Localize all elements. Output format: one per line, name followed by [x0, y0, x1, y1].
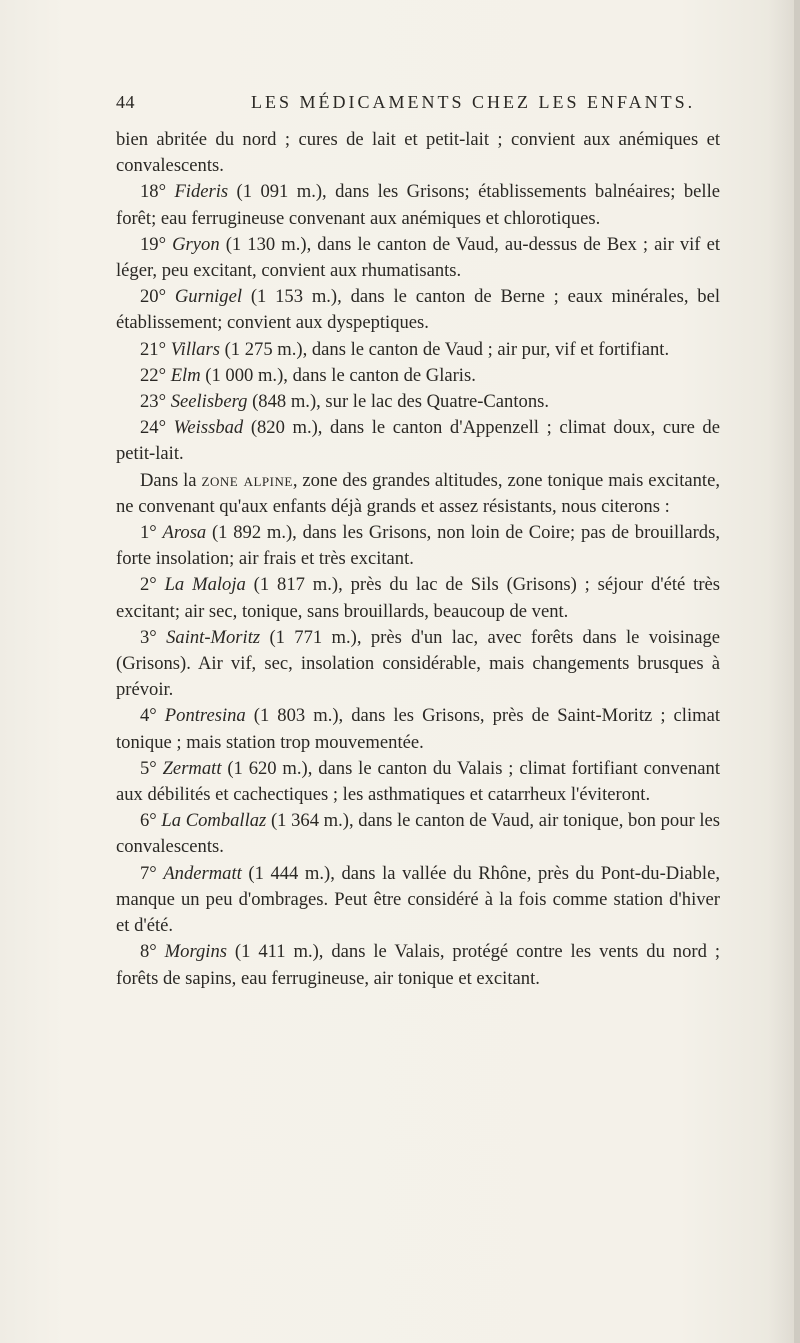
entry-text: (820 m.), dans le canton d'Appenzell ; climat doux, cure de petit-lait. — [116, 417, 720, 465]
entry-number: 8° — [140, 941, 157, 963]
entry-text: (1 892 m.), dans les Grisons, non loin de Coire; pas de brouillards, forte insolation; air frais et très excitant. — [116, 522, 720, 570]
station-name: Villars — [170, 338, 220, 360]
station-name: Pontresina — [164, 705, 246, 727]
station-name: Elm — [170, 364, 201, 386]
entry-number: 5° — [140, 757, 157, 779]
entry-weissbad — [116, 415, 720, 467]
entry-number: 24° — [140, 417, 167, 439]
entry-text: (1 153 m.), dans le canton de Berne ; eaux minérales, bel établissement; convient aux dyspeptiques. — [116, 286, 721, 334]
entry-text: (848 m.), sur le lac des Quatre-Cantons. — [247, 391, 550, 413]
entry-number: 22° — [140, 364, 167, 386]
opening-paragraph: bien abritée du nord ; cures de lait et petit-lait ; convient aux anémiques et convalescents. — [116, 129, 720, 177]
station-name: Fideris — [174, 181, 229, 203]
intro-text-rest: , zone des grandes altitudes, zone tonique mais excitante, ne convenant qu'aux enfants déjà grands et assez résistants, nous citerons : — [116, 469, 720, 517]
body-text — [116, 127, 720, 992]
zone-alpine-term: zone alpine — [201, 469, 293, 491]
entry-text: (1 130 m.), dans le canton de Vaud, au-dessus de Bex ; air vif et léger, peu excitant, convient aux rhumatisants. — [116, 233, 721, 282]
entry-zermatt — [116, 756, 720, 808]
entry-number: 7° — [140, 862, 157, 884]
entry-number: 1° — [140, 522, 157, 544]
running-title: LES MÉDICAMENTS CHEZ LES ENFANTS. — [251, 92, 696, 112]
entry-gryon — [116, 232, 720, 284]
entry-number: 2° — [140, 574, 157, 596]
station-name: Gryon — [172, 233, 220, 255]
entry-number: 23° — [140, 391, 167, 413]
entry-gurnigel — [116, 284, 720, 336]
entry-pontresina — [116, 703, 720, 755]
station-name: Saint-Moritz — [166, 626, 261, 648]
entry-text: (1 000 m.), dans le canton de Glaris. — [200, 364, 476, 386]
entry-morgins — [116, 939, 720, 991]
entry-text: (1 411 m.), dans le Valais, protégé contre les vents du nord ; forêts de sapins, eau ferrugineuse, air tonique et excitant. — [116, 941, 720, 989]
intro-text: Dans la — [140, 469, 202, 491]
entry-text: (1 364 m.), dans le canton de Vaud, air tonique, bon pour les convalescents. — [116, 810, 721, 858]
station-name: Arosa — [162, 522, 207, 544]
entry-la-comballaz — [116, 808, 720, 860]
entry-text: (1 091 m.), dans les Grisons; établissements balnéaires; belle forêt; eau ferrugineuse convenant aux anémiques et chlorotiques. — [116, 181, 720, 229]
entry-text: (1 444 m.), dans la vallée du Rhône, près du Pont-du-Diable, manque un peu d'ombrages. Peut être considéré à la fois comme station d'hiver et d'été. — [116, 862, 720, 937]
entry-arosa — [116, 520, 720, 572]
station-name: La Maloja — [164, 574, 246, 596]
entry-text: (1 771 m.), près d'un lac, avec forêts dans le voisinage (Grisons). Air vif, sec, insolation considérable, mais changements brusques à prévoir. — [116, 626, 720, 701]
alpine-zone-intro — [116, 468, 720, 520]
entry-saint-moritz — [116, 625, 720, 704]
entry-number: 4° — [140, 705, 157, 727]
entry-number: 6° — [140, 810, 157, 832]
entry-number: 21° — [140, 338, 167, 360]
page-header — [116, 92, 716, 118]
entry-text: (1 620 m.), dans le canton du Valais ; climat fortifiant convenant aux débilités et cachectiques ; les asthmatiques et catarrheux l'éviteront. — [116, 757, 720, 806]
entry-villars — [116, 337, 720, 363]
entry-la-maloja — [116, 572, 720, 624]
station-name: Zermatt — [162, 757, 222, 779]
entry-text: (1 817 m.), près du lac de Sils (Grisons) ; séjour d'été très excitant; air sec, tonique, sans brouillards, beaucoup de vent. — [116, 574, 721, 622]
station-name: Weissbad — [173, 417, 244, 439]
entry-number: 3° — [140, 626, 157, 648]
station-name: Gurnigel — [174, 286, 242, 308]
station-name: Seelisberg — [170, 391, 248, 413]
entry-text: (1 275 m.), dans le canton de Vaud ; air pur, vif et fortifiant. — [219, 338, 670, 360]
entry-elm — [116, 363, 720, 389]
page-edge — [794, 0, 800, 1343]
entry-number: 20° — [140, 286, 167, 308]
station-name: Morgins — [164, 941, 227, 963]
entry-andermatt — [116, 861, 720, 940]
station-name: La Comballaz — [161, 810, 267, 832]
entry-fideris — [116, 179, 720, 231]
entry-number: 19° — [140, 233, 167, 255]
entry-text: (1 803 m.), dans les Grisons, près de Saint-Moritz ; climat tonique ; mais station trop mouvementée. — [116, 705, 720, 753]
entry-seelisberg — [116, 389, 720, 415]
page-number: 44 — [116, 92, 135, 112]
station-name: Andermatt — [163, 862, 242, 884]
entry-number: 18° — [140, 181, 167, 203]
